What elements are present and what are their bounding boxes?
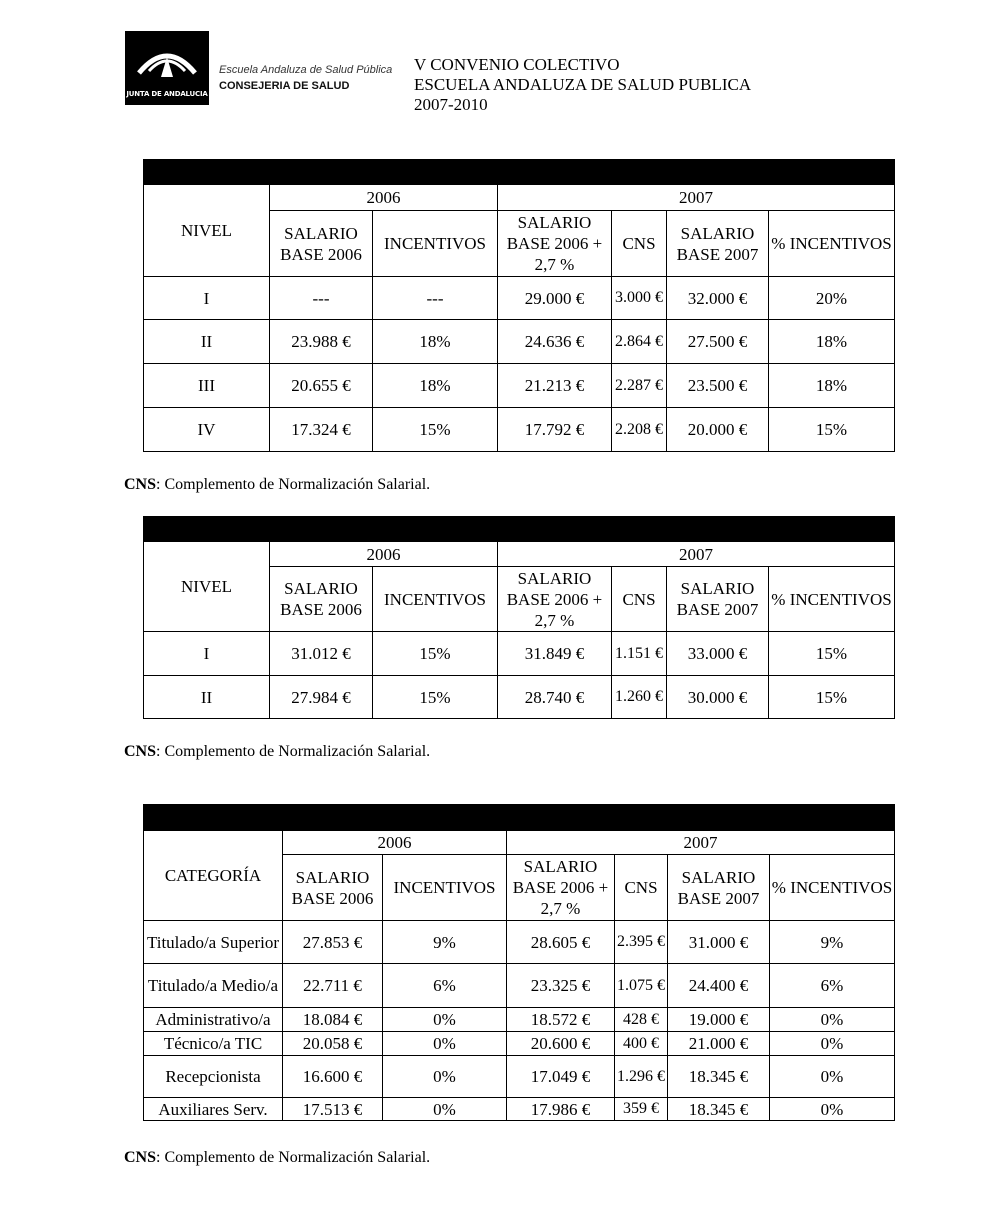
org-department: CONSEJERIA DE SALUD <box>219 80 350 92</box>
table-row <box>144 1032 895 1056</box>
table-cell: 20.655 € <box>270 364 373 408</box>
incentivos-header: INCENTIVOS <box>373 567 498 632</box>
nivel-header: NIVEL <box>144 185 270 277</box>
table-cell: 20.600 € <box>507 1032 615 1056</box>
cns-cell: 2.287 € <box>612 364 667 408</box>
table-cell: 19.000 € <box>668 1008 770 1032</box>
table-cell: 18.572 € <box>507 1008 615 1032</box>
salario-base-2006-header: SALARIO BASE 2006 <box>283 855 383 921</box>
table-cell: 0% <box>770 1032 895 1056</box>
table-row <box>144 676 895 719</box>
table-cell: 18% <box>373 364 498 408</box>
cns-cell: 2.208 € <box>612 408 667 452</box>
table-cell: 0% <box>383 1056 507 1098</box>
cns-cell: 1.075 € <box>615 964 668 1008</box>
table-row <box>144 1056 895 1098</box>
table-cell: 28.605 € <box>507 921 615 964</box>
salario-base-2007-header: SALARIO BASE 2007 <box>668 855 770 921</box>
nivel-header: NIVEL <box>144 542 270 632</box>
table-cell: 23.325 € <box>507 964 615 1008</box>
table-cell: 17.513 € <box>283 1098 383 1121</box>
table-cell: 21.213 € <box>498 364 612 408</box>
salary-table-2 <box>143 516 895 719</box>
table-cell: 0% <box>770 1056 895 1098</box>
table-cell: 17.792 € <box>498 408 612 452</box>
salario-base-2006-27-header: SALARIO BASE 2006 + 2,7 % <box>498 567 612 632</box>
table-cell: 27.984 € <box>270 676 373 719</box>
table-title-bar <box>144 805 895 831</box>
header-line-2: ESCUELA ANDALUZA DE SALUD PUBLICA <box>414 75 752 94</box>
org-name: Escuela Andaluza de Salud Pública <box>219 64 393 76</box>
table-cell: 18% <box>373 320 498 364</box>
incentivos-header: INCENTIVOS <box>383 855 507 921</box>
table-cell: 31.012 € <box>270 632 373 676</box>
cns-note-text: : Complemento de Normalización Salarial. <box>156 1149 431 1166</box>
table-cell: 6% <box>383 964 507 1008</box>
table-cell: 15% <box>373 408 498 452</box>
table-row <box>144 408 895 452</box>
row-label-cell: III <box>144 364 270 408</box>
row-label-cell: II <box>144 320 270 364</box>
cns-cell: 359 € <box>615 1098 668 1121</box>
pct-incentivos-header: % INCENTIVOS <box>769 211 895 277</box>
table-row <box>144 277 895 320</box>
table-cell: 15% <box>769 632 895 676</box>
salary-table-3 <box>143 804 895 1121</box>
row-label-cell: Administrativo/a <box>144 1008 283 1032</box>
table-cell: 17.049 € <box>507 1056 615 1098</box>
cns-note-abbr: CNS <box>124 476 157 493</box>
row-label-cell: Auxiliares Serv. <box>144 1098 283 1121</box>
year-2006-header: 2006 <box>270 185 498 211</box>
salario-base-2006-27-header: SALARIO BASE 2006 + 2,7 % <box>507 855 615 921</box>
table-title-bar <box>144 517 895 542</box>
cns-note-1 <box>124 476 430 494</box>
cns-cell: 2.395 € <box>615 921 668 964</box>
table-title-bar <box>144 160 895 185</box>
table-cell: 9% <box>383 921 507 964</box>
table-cell: 17.986 € <box>507 1098 615 1121</box>
table-cell: 27.500 € <box>667 320 769 364</box>
row-label-cell: Titulado/a Medio/a <box>144 964 283 1008</box>
table-cell: 31.849 € <box>498 632 612 676</box>
table-cell: 28.740 € <box>498 676 612 719</box>
table-cell: 20.058 € <box>283 1032 383 1056</box>
cns-note-abbr: CNS <box>124 1149 157 1166</box>
table-cell: 20% <box>769 277 895 320</box>
table-cell: 18% <box>769 364 895 408</box>
table-cell: 16.600 € <box>283 1056 383 1098</box>
year-2007-header: 2007 <box>507 831 895 855</box>
table-cell: 0% <box>383 1008 507 1032</box>
incentivos-header: INCENTIVOS <box>373 211 498 277</box>
table-row <box>144 1098 895 1121</box>
table-cell: 33.000 € <box>667 632 769 676</box>
table-cell: 0% <box>770 1008 895 1032</box>
cns-note-3 <box>124 1149 430 1167</box>
table-row <box>144 964 895 1008</box>
salario-base-2006-27-header: SALARIO BASE 2006 + 2,7 % <box>498 211 612 277</box>
table-cell: 6% <box>770 964 895 1008</box>
table-cell: 23.988 € <box>270 320 373 364</box>
table-cell: --- <box>270 277 373 320</box>
table-row <box>144 364 895 408</box>
cns-cell: 2.864 € <box>612 320 667 364</box>
table-cell: 24.400 € <box>668 964 770 1008</box>
table-cell: 27.853 € <box>283 921 383 964</box>
row-label-cell: II <box>144 676 270 719</box>
cns-cell: 3.000 € <box>612 277 667 320</box>
table-cell: 9% <box>770 921 895 964</box>
cns-note-2 <box>124 743 430 761</box>
pct-incentivos-header: % INCENTIVOS <box>770 855 895 921</box>
row-label-cell: Técnico/a TIC <box>144 1032 283 1056</box>
table-cell: 18.345 € <box>668 1098 770 1121</box>
categoria-header: CATEGORÍA <box>144 831 283 921</box>
table-cell: 18.345 € <box>668 1056 770 1098</box>
row-label-cell: Recepcionista <box>144 1056 283 1098</box>
table-row <box>144 632 895 676</box>
pct-incentivos-header: % INCENTIVOS <box>769 567 895 632</box>
row-label-cell: I <box>144 277 270 320</box>
cns-cell: 1.260 € <box>612 676 667 719</box>
row-label-cell: Titulado/a Superior <box>144 921 283 964</box>
table-cell: 0% <box>770 1098 895 1121</box>
cns-cell: 400 € <box>615 1032 668 1056</box>
table-cell: 31.000 € <box>668 921 770 964</box>
salario-base-2007-header: SALARIO BASE 2007 <box>667 567 769 632</box>
year-2006-header: 2006 <box>270 542 498 567</box>
table-cell: 18.084 € <box>283 1008 383 1032</box>
cns-cell: 1.296 € <box>615 1056 668 1098</box>
salario-base-2006-header: SALARIO BASE 2006 <box>270 567 373 632</box>
cns-note-text: : Complemento de Normalización Salarial. <box>156 476 431 493</box>
cns-header: CNS <box>612 211 667 277</box>
table-cell: 15% <box>769 408 895 452</box>
header-line-3: 2007-2010 <box>414 95 488 114</box>
header-line-1: V CONVENIO COLECTIVO <box>414 55 620 74</box>
cns-header: CNS <box>615 855 668 921</box>
table-cell: 23.500 € <box>667 364 769 408</box>
table-row <box>144 320 895 364</box>
salary-table-1 <box>143 159 895 452</box>
year-2007-header: 2007 <box>498 542 895 567</box>
cns-note-abbr: CNS <box>124 743 157 760</box>
table-cell: 24.636 € <box>498 320 612 364</box>
document-header <box>414 55 751 115</box>
table-cell: 20.000 € <box>667 408 769 452</box>
table-row <box>144 921 895 964</box>
table-cell: 21.000 € <box>668 1032 770 1056</box>
table-cell: 30.000 € <box>667 676 769 719</box>
table-cell: 15% <box>373 632 498 676</box>
logo-text: JUNTA DE ANDALUCIA <box>126 90 208 98</box>
year-2007-header: 2007 <box>498 185 895 211</box>
cns-cell: 1.151 € <box>612 632 667 676</box>
table-cell: --- <box>373 277 498 320</box>
row-label-cell: I <box>144 632 270 676</box>
table-cell: 17.324 € <box>270 408 373 452</box>
cns-cell: 428 € <box>615 1008 668 1032</box>
table-cell: 0% <box>383 1098 507 1121</box>
table-cell: 0% <box>383 1032 507 1056</box>
junta-andalucia-logo <box>125 31 209 105</box>
salario-base-2006-header: SALARIO BASE 2006 <box>270 211 373 277</box>
table-cell: 22.711 € <box>283 964 383 1008</box>
table-cell: 32.000 € <box>667 277 769 320</box>
year-2006-header: 2006 <box>283 831 507 855</box>
cns-header: CNS <box>612 567 667 632</box>
cns-note-text: : Complemento de Normalización Salarial. <box>156 743 431 760</box>
salario-base-2007-header: SALARIO BASE 2007 <box>667 211 769 277</box>
table-cell: 18% <box>769 320 895 364</box>
table-cell: 15% <box>769 676 895 719</box>
table-cell: 29.000 € <box>498 277 612 320</box>
table-row <box>144 1008 895 1032</box>
row-label-cell: IV <box>144 408 270 452</box>
table-cell: 15% <box>373 676 498 719</box>
